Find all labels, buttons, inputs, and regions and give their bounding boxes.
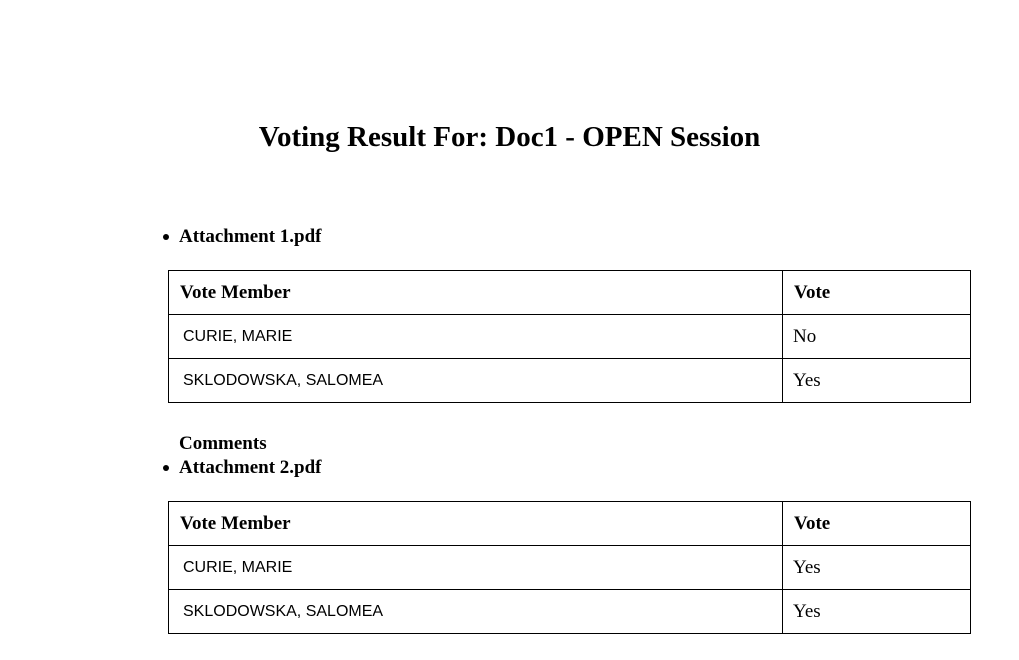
- table-header-row: [169, 502, 971, 546]
- vote-cell: Yes: [783, 359, 971, 403]
- vote-cell: Yes: [783, 546, 971, 590]
- vote-member-cell: CURIE, MARIE: [169, 315, 783, 359]
- bullet-icon: [163, 234, 169, 240]
- vote-cell: No: [783, 315, 971, 359]
- table-header-row: [169, 271, 971, 315]
- table-row: [169, 315, 971, 359]
- attachment-1-name: Attachment 1.pdf: [179, 226, 322, 247]
- vote-member-cell: SKLODOWSKA, SALOMEA: [169, 590, 783, 634]
- table-row: [169, 546, 971, 590]
- column-header-vote-member: Vote Member: [169, 502, 783, 546]
- attachment-1-vote-table: [168, 270, 971, 403]
- table-row: [169, 359, 971, 403]
- comments-label: Comments: [179, 433, 267, 454]
- vote-member-cell: CURIE, MARIE: [169, 546, 783, 590]
- vote-cell: Yes: [783, 590, 971, 634]
- bullet-icon: [163, 465, 169, 471]
- page-title: Voting Result For: Doc1 - OPEN Session: [258, 121, 761, 153]
- attachment-1-heading: [160, 226, 322, 248]
- attachment-2-vote-table: [168, 501, 971, 634]
- column-header-vote: Vote: [783, 502, 971, 546]
- table-row: [169, 590, 971, 634]
- vote-member-cell: SKLODOWSKA, SALOMEA: [169, 359, 783, 403]
- attachment-2-heading: [160, 457, 322, 479]
- column-header-vote: Vote: [783, 271, 971, 315]
- column-header-vote-member: Vote Member: [169, 271, 783, 315]
- attachment-2-name: Attachment 2.pdf: [179, 457, 322, 478]
